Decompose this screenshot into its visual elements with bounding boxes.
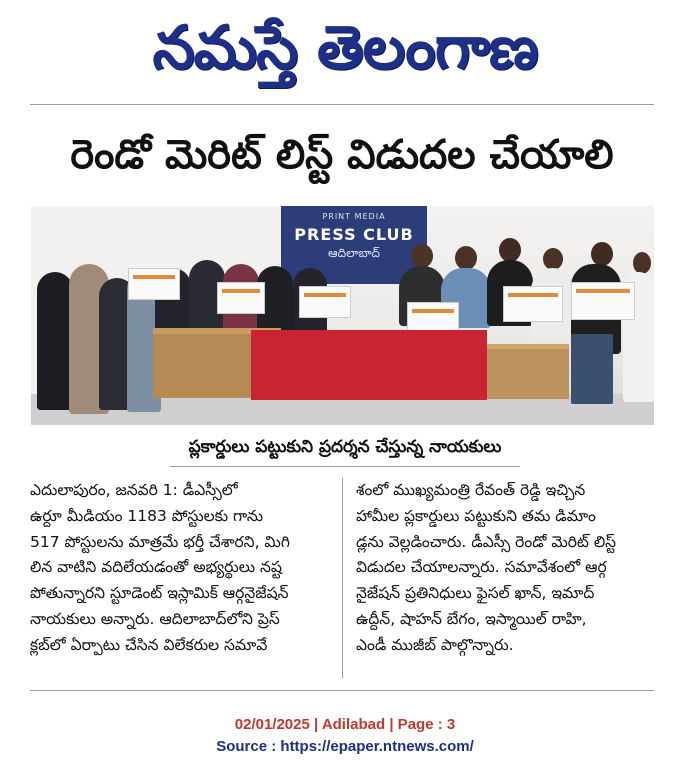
article-line: శంలో ముఖ్యమంత్రి రేవంత్ రెడ్డి ఇచ్చిన <box>356 481 586 499</box>
bottom-divider <box>30 690 654 691</box>
red-tablecloth <box>251 330 487 400</box>
banner-main-text: PRESS CLUB <box>294 225 414 244</box>
article-line: లిన వాటిని వదిలేయడంతో అభ్యర్థులు నష్ట <box>30 558 282 577</box>
edition-info: 02/01/2025 | Adilabad | Page : 3 <box>234 716 456 733</box>
article-headline: రెండో మెరిట్ లిస్ట్ విడుదల చేయాలి <box>70 132 614 178</box>
column-divider <box>342 478 343 678</box>
photo-caption: ప్లకార్డులు పట్టుకుని ప్రదర్శన చేస్తున్న నాయకులు <box>188 437 502 457</box>
top-divider <box>30 104 654 105</box>
article-line: నాయకులు అన్నారు. ఆదిలాబాద్‌లోని ప్రెస్ <box>30 609 280 628</box>
article-line: ఎండీ ముజీబ్ పాల్గొన్నారు. <box>356 635 514 654</box>
newspaper-logo: నమస్తే తెలంగాణ <box>152 12 538 83</box>
banner-sub-text: ఆదిలాబాద్ <box>328 246 380 260</box>
banner-small-text: PRINT MEDIA <box>322 212 386 221</box>
article-line: 517 పోస్టులను మాత్రమే భర్తీ చేశారని, మిగి <box>30 532 290 551</box>
article-line: పోతున్నారని స్టూడెంట్ ఇస్లామిక్ ఆర్గనైజేషన్ <box>30 584 289 603</box>
article-line: క్లబ్‌లో ఏర్పాటు చేసిన విలేకరుల సమావే <box>30 635 268 654</box>
article-line: హామీల ప్లకార్డులు పట్టుకుని తమ డిమాం <box>356 506 596 525</box>
article-column-right <box>356 478 656 659</box>
article-line: డ్లను వెల్లడించారు. డీఎస్సీ రెండో మెరిట్ లిస్ట్ <box>356 532 617 551</box>
news-photo <box>31 206 654 425</box>
caption-underline <box>170 466 520 467</box>
article-line: ఉర్దూ మీడియం 1183 పోస్టులకు గాను <box>30 506 264 525</box>
article-line: విడుదల చేయాలన్నారు. సమావేశంలో ఆర్గ <box>356 558 607 577</box>
page-footer <box>0 714 690 758</box>
article-line: నైజేషన్ ప్రతినిధులు ఫైసల్ ఖాన్, ఇమాద్ <box>356 584 595 603</box>
article-column-left <box>30 478 330 659</box>
article-line: ఉద్దీన్, షాహన్ బేగం, ఇస్మాయిల్ రాహి, <box>356 609 587 628</box>
source-link[interactable]: Source : https://epaper.ntnews.com/ <box>216 738 474 755</box>
masthead <box>0 0 690 95</box>
article-line: ఎదులాపురం, జనవరి 1: డీఎస్సీలో <box>30 481 238 499</box>
